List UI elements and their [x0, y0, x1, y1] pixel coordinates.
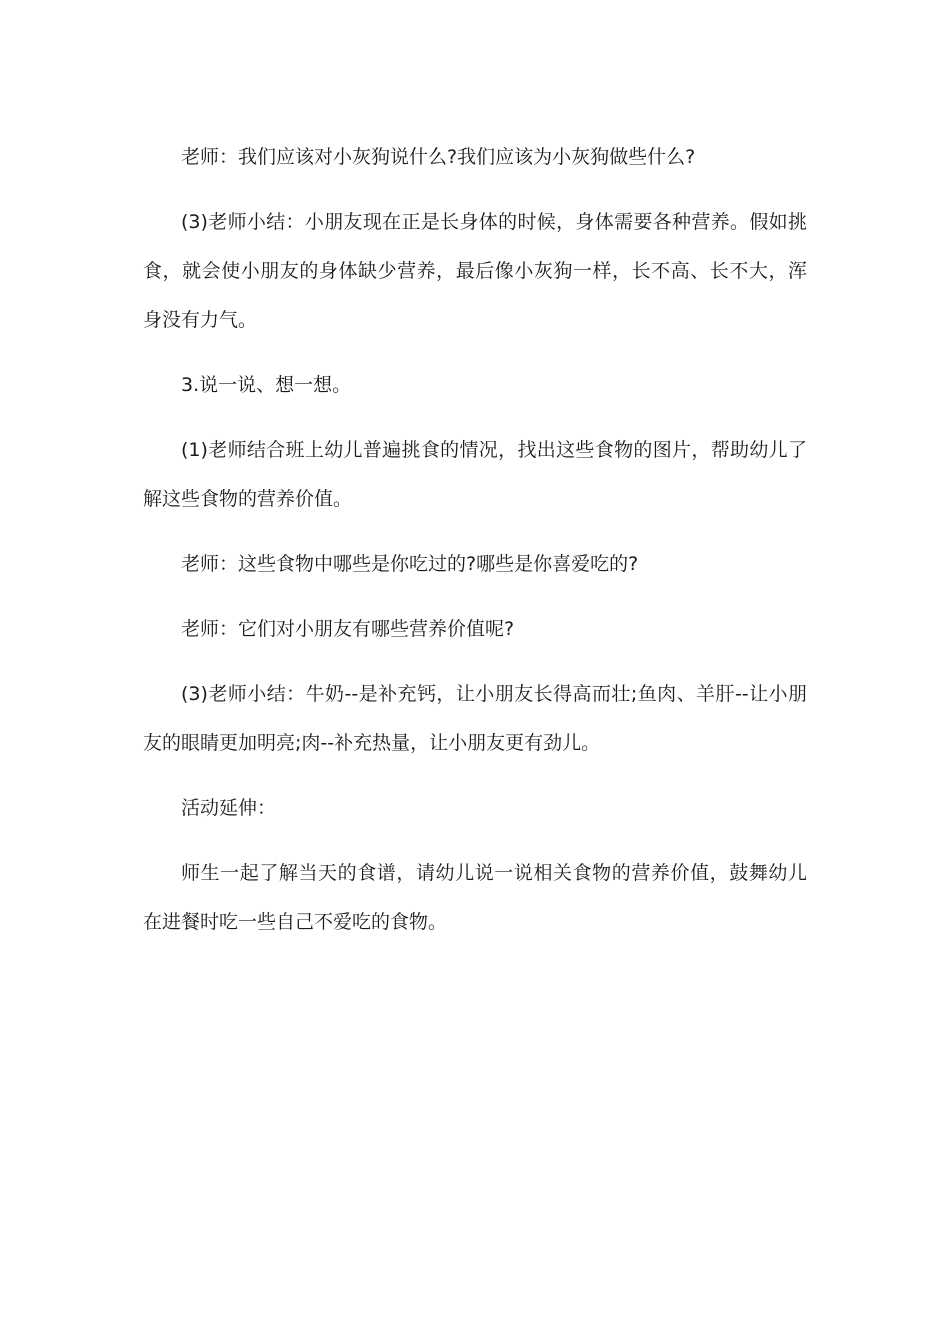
paragraph-teacher-question-nutrition: 老师：它们对小朋友有哪些营养价值呢? [181, 618, 515, 640]
paragraph-activity-extension-heading: 活动延伸： [181, 797, 277, 819]
paragraph-activity-extension: 师生一起了解当天的食谱，请幼儿说一说相关食物的营养价值，鼓舞幼儿在进餐时吃一些自己不爱吃的食物。 [143, 862, 807, 933]
paragraph-teacher-summary-1: (3)老师小结：小朋友现在正是长身体的时候，身体需要各种营养。假如挑食，就会使小朋友的身体缺少营养，最后像小灰狗一样，长不高、长不大，浑身没有力气。 [143, 211, 807, 331]
paragraph-teacher-pictures: (1)老师结合班上幼儿普遍挑食的情况，找出这些食物的图片，帮助幼儿了解这些食物的营养价值。 [143, 439, 807, 510]
paragraph-section-heading: 3.说一说、想一想。 [181, 374, 352, 396]
paragraph-teacher-question: 老师：我们应该对小灰狗说什么?我们应该为小灰狗做些什么? [181, 146, 696, 168]
document-body [143, 133, 807, 963]
paragraph-teacher-summary-2: (3)老师小结：牛奶--是补充钙，让小朋友长得高而壮;鱼肉、羊肝--让小朋友的眼睛更加明亮;肉--补充热量，让小朋友更有劲儿。 [143, 683, 807, 754]
paragraph-teacher-question-foods: 老师：这些食物中哪些是你吃过的?哪些是你喜爱吃的? [181, 553, 639, 575]
